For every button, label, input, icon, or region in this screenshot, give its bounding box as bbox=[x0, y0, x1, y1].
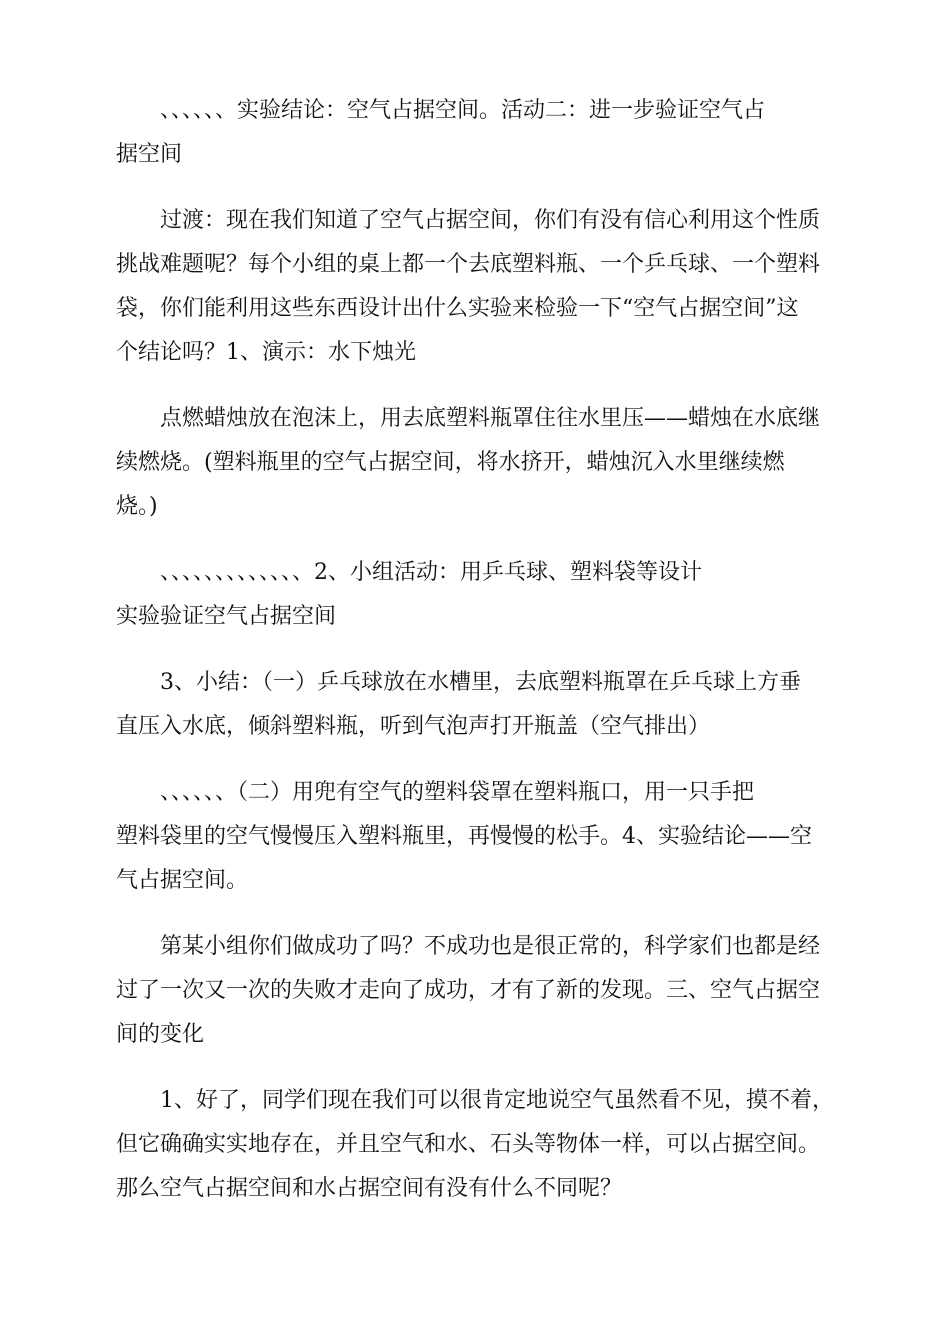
text-line: 个结论吗？1、演示：水下烛光 bbox=[116, 340, 416, 365]
text-line: 但它确确实实地存在，并且空气和水、石头等物体一样，可以占据空间。 bbox=[116, 1132, 821, 1157]
text-line: 实验验证空气占据空间 bbox=[116, 604, 337, 629]
paragraph-summary-one bbox=[116, 661, 836, 749]
text-line: 第某小组你们做成功了吗？不成功也是很正常的，科学家们也都是经 bbox=[160, 934, 821, 959]
text-line: 续燃烧。(塑料瓶里的空气占据空间，将水挤开，蜡烛沉入水里继续燃 bbox=[116, 450, 785, 475]
text-line: 烧。) bbox=[116, 494, 158, 519]
text-line: 挑战难题呢？每个小组的桌上都一个去底塑料瓶、一个乒乓球、一个塑料 bbox=[116, 252, 821, 277]
paragraph-transition bbox=[116, 199, 836, 375]
paragraph-summary-two bbox=[116, 771, 836, 903]
text-line: 、、、、、、（二）用兜有空气的塑料袋罩在塑料瓶口，用一只手把 bbox=[160, 780, 755, 805]
paragraph-group-success bbox=[116, 925, 836, 1057]
text-line: 1、好了，同学们现在我们可以很肯定地说空气虽然看不见，摸不着， bbox=[160, 1088, 834, 1113]
paragraph-air-space-change bbox=[116, 1079, 836, 1211]
text-line: 间的变化 bbox=[116, 1022, 205, 1047]
document-body bbox=[116, 89, 836, 1233]
text-line: 塑料袋里的空气慢慢压入塑料瓶里，再慢慢的松手。4、实验结论——空 bbox=[116, 824, 812, 849]
text-line: 过渡：现在我们知道了空气占据空间，你们有没有信心利用这个性质 bbox=[160, 208, 821, 233]
text-line: 气占据空间。 bbox=[116, 868, 249, 893]
text-line: 点燃蜡烛放在泡沫上，用去底塑料瓶罩住往水里压——蜡烛在水底继 bbox=[160, 406, 821, 431]
paragraph-group-activity bbox=[116, 551, 836, 639]
paragraph-candle-demo bbox=[116, 397, 836, 529]
text-line: 据空间 bbox=[116, 142, 183, 167]
text-line: 袋，你们能利用这些东西设计出什么实验来检验一下“空气占据空间”这 bbox=[116, 296, 799, 321]
text-line: 直压入水底，倾斜塑料瓶，听到气泡声打开瓶盖（空气排出） bbox=[116, 714, 711, 739]
text-line: 过了一次又一次的失败才走向了成功，才有了新的发现。三、空气占据空 bbox=[116, 978, 821, 1003]
text-line: 那么空气占据空间和水占据空间有没有什么不同呢？ bbox=[116, 1176, 623, 1201]
paragraph-conclusion-activity-two bbox=[116, 89, 836, 177]
text-line: 、、、、、、、、、、、、、2、小组活动：用乒乓球、塑料袋等设计 bbox=[160, 560, 702, 585]
text-line: 、、、、、、实验结论：空气占据空间。活动二：进一步验证空气占 bbox=[160, 98, 766, 123]
text-line: 3、小结：（一）乒乓球放在水槽里，去底塑料瓶罩在乒乓球上方垂 bbox=[160, 670, 801, 695]
